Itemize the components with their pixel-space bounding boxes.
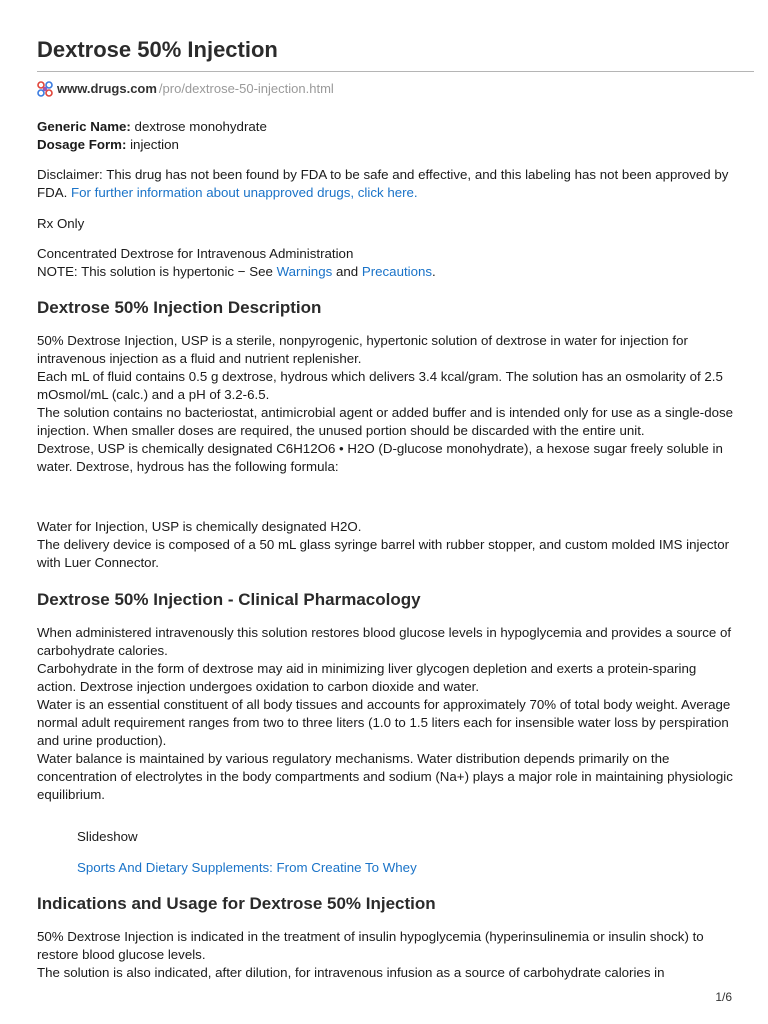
description-line: The solution contains no bacteriostat, antimicrobial agent or added buffer and is intended only for use as a single-dose injection. When smaller doses are required, the unused portion should be discarded with the entire unit.	[37, 405, 734, 438]
slideshow-label-text: Slideshow	[77, 829, 138, 844]
pharmacology-body	[37, 624, 737, 804]
note-prefix: NOTE: This solution is hypertonic − See	[37, 264, 277, 279]
slideshow-label	[77, 828, 737, 846]
generic-name-value: dextrose monohydrate	[130, 119, 267, 134]
warnings-link[interactable]: Warnings	[276, 264, 333, 279]
note-mid: and	[332, 264, 362, 279]
description-heading: Dextrose 50% Injection Description	[37, 298, 322, 317]
slideshow-link-block	[77, 859, 737, 877]
dosage-form-value: injection	[126, 137, 179, 152]
source-path[interactable]: /pro/dextrose-50-injection.html	[158, 81, 334, 96]
note-block	[37, 245, 737, 281]
disclaimer-text: Disclaimer: This drug has not been found by FDA to be safe and effective, and this labeling has not been approved by FDA.	[37, 167, 729, 200]
rx-only	[37, 215, 737, 233]
description-line: Water for Injection, USP is chemically designated H2O.	[37, 519, 362, 534]
indications-body	[37, 928, 737, 982]
pharmacology-line: Carbohydrate in the form of dextrose may aid in minimizing liver glycogen depletion and exerts a protein-sparing action. Dextrose injection undergoes oxidation to carbon dioxide and water.	[37, 661, 697, 694]
dosage-form-label: Dosage Form:	[37, 137, 127, 152]
pharmacology-line: Water is an essential constituent of all body tissues and accounts for approximately 70% of total body weight. Average normal adult requirement ranges from two to three liters (1.0 to 1.5 liters each for insensible water loss by perspiration and urine production).	[37, 697, 731, 748]
drugs-logo-icon	[37, 81, 53, 97]
description-line: The delivery device is composed of a 50 mL glass syringe barrel with rubber stopper, and custom molded IMS injector with Luer Connector.	[37, 537, 730, 570]
note-suffix: .	[432, 264, 436, 279]
pharmacology-line: Water balance is maintained by various regulatory mechanisms. Water distribution depends primarily on the concentration of electrolytes in the body compartments and sodium (Na+) plays a major role in maintaining physiologic equilibrium.	[37, 751, 733, 802]
page-title: Dextrose 50% Injection	[37, 37, 278, 62]
description-body-2	[37, 518, 737, 572]
title-divider	[37, 71, 754, 72]
drug-meta	[37, 118, 737, 154]
pharmacology-heading: Dextrose 50% Injection - Clinical Pharmacology	[37, 590, 421, 609]
indications-line: The solution is also indicated, after dilution, for intravenous infusion as a source of carbohydrate calories in	[37, 965, 665, 980]
source-url[interactable]	[37, 80, 334, 98]
concentrated-text: Concentrated Dextrose for Intravenous Administration	[37, 246, 354, 261]
disclaimer	[37, 166, 737, 202]
page-number: 1/6	[715, 990, 732, 1004]
source-domain[interactable]: www.drugs.com	[57, 81, 157, 96]
slideshow-link[interactable]: Sports And Dietary Supplements: From Creatine To Whey	[77, 860, 417, 875]
description-line: 50% Dextrose Injection, USP is a sterile, nonpyrogenic, hypertonic solution of dextrose in water for injection for intravenous injection as a fluid and nutrient replenisher.	[37, 333, 688, 366]
rx-only-text: Rx Only	[37, 216, 85, 231]
pharmacology-line: When administered intravenously this solution restores blood glucose levels in hypoglycemia and provides a source of carbohydrate calories.	[37, 625, 732, 658]
indications-line: 50% Dextrose Injection is indicated in the treatment of insulin hypoglycemia (hyperinsulinemia or insulin shock) to restore blood glucose levels.	[37, 929, 704, 962]
description-line: Each mL of fluid contains 0.5 g dextrose, hydrous which delivers 3.4 kcal/gram. The solution has an osmolarity of 2.5 mOsmol/mL (calc.) and a pH of 3.2-6.5.	[37, 369, 723, 402]
description-line: Dextrose, USP is chemically designated C6H12O6 • H2O (D-glucose monohydrate), a hexose sugar freely soluble in water. Dextrose, hydrous has the following formula:	[37, 441, 723, 474]
unapproved-drugs-link[interactable]: For further information about unapproved drugs, click here.	[70, 185, 418, 200]
precautions-link[interactable]: Precautions	[361, 264, 433, 279]
indications-heading: Indications and Usage for Dextrose 50% Injection	[37, 894, 436, 913]
description-body	[37, 332, 737, 476]
generic-name-label: Generic Name:	[37, 119, 131, 134]
